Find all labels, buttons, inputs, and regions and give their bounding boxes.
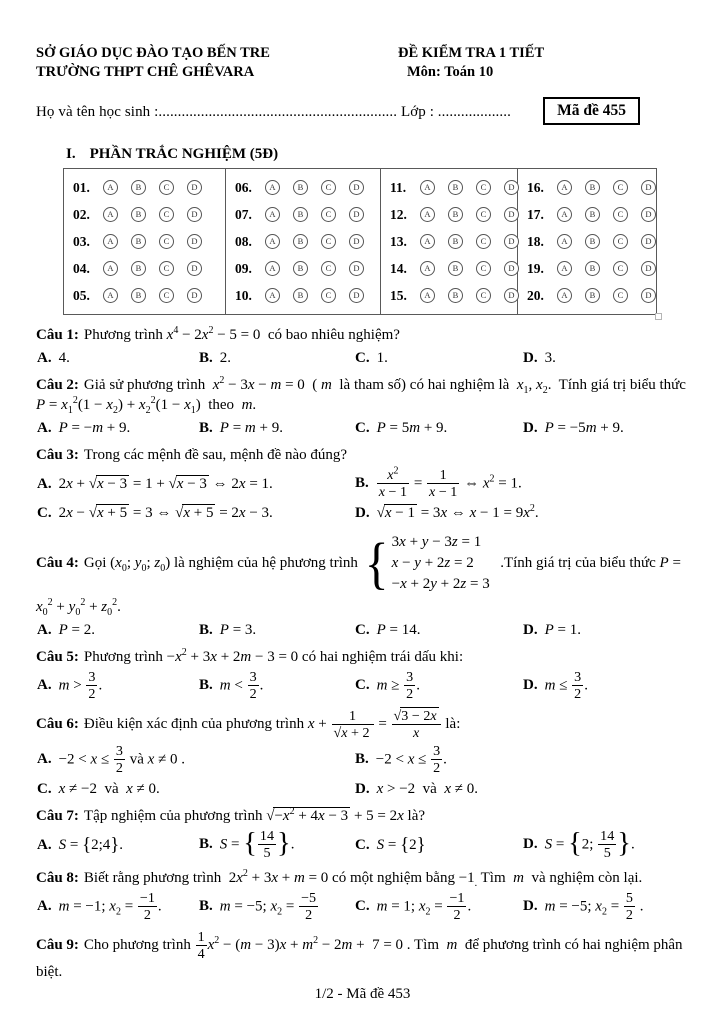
- question-text: Gọi ($x_0$; $y_0$; $z_0$) là nghiệm của hệ phương trình { 3x + y − 3z = 1 x − y + 2z = 2 −x + 2y + 2z = 3 .Tính giá trị của biểu thức $P = x_0^2 + y_0^2 + z_0^2$.: [36, 530, 681, 618]
- student-info-row: [36, 104, 690, 136]
- answer-bubble-19-C[interactable]: C: [613, 261, 628, 276]
- answer-bubble-11-B[interactable]: B: [448, 180, 463, 195]
- answer-bubble-05-A[interactable]: A: [103, 288, 118, 303]
- table-resize-handle[interactable]: [655, 313, 662, 320]
- answer-bubble-01-D[interactable]: D: [187, 180, 202, 195]
- option-1-D: D. 3.: [523, 350, 556, 366]
- answer-bubbles: [420, 234, 519, 249]
- question-label: Câu 4:: [36, 554, 79, 571]
- question-text: Biết rằng phương trình $2x^2 + 3x + m = 0$ có một nghiệm bằng $-1_.$ Tìm m và nghiệm còn lại.: [83, 868, 643, 889]
- question-label: Câu 3:: [36, 447, 79, 463]
- question-2: [36, 375, 690, 438]
- answer-bubble-08-C[interactable]: C: [321, 234, 336, 249]
- answer-bubble-08-D[interactable]: D: [349, 234, 364, 249]
- answer-bubbles: [265, 261, 364, 276]
- option-7-A: A. S = {2;4}.: [37, 834, 123, 856]
- answer-bubble-16-D[interactable]: D: [641, 180, 656, 195]
- answer-bubble-13-B[interactable]: B: [448, 234, 463, 249]
- answer-bubble-03-C[interactable]: C: [159, 234, 174, 249]
- option-2-D: D. P = −5m + 9.: [523, 420, 624, 436]
- page-header: [36, 44, 690, 84]
- section-label: PHẦN TRẮC NGHIỆM (5Đ): [89, 146, 279, 162]
- option-7-C: C. S = {2}: [355, 834, 426, 856]
- answer-bubbles: [103, 207, 202, 222]
- question-stem: [36, 930, 690, 982]
- answer-bubble-10-D[interactable]: D: [349, 288, 364, 303]
- question-options: [36, 348, 690, 368]
- answer-row-09: [226, 255, 380, 282]
- answer-bubble-01-C[interactable]: C: [159, 180, 174, 195]
- answer-bubbles: [557, 180, 656, 195]
- answer-bubble-15-A[interactable]: A: [420, 288, 435, 303]
- answer-bubble-12-A[interactable]: A: [420, 207, 435, 222]
- question-stem: [36, 868, 690, 888]
- answer-bubble-02-C[interactable]: C: [159, 207, 174, 222]
- answer-bubble-16-C[interactable]: C: [613, 180, 628, 195]
- question-9: [36, 930, 690, 982]
- answer-bubbles: [265, 180, 364, 195]
- answer-bubble-20-D[interactable]: D: [641, 288, 656, 303]
- answer-bubble-07-C[interactable]: C: [321, 207, 336, 222]
- answer-row-number: 08.: [234, 233, 252, 249]
- answer-bubble-15-C[interactable]: C: [476, 288, 491, 303]
- answer-row-01: [64, 174, 225, 201]
- answer-bubble-07-D[interactable]: D: [349, 207, 364, 222]
- answer-row-15: [381, 282, 517, 309]
- question-5: [36, 647, 690, 702]
- answer-bubble-12-D[interactable]: D: [504, 207, 519, 222]
- answer-row-number: 02.: [73, 206, 90, 222]
- question-text: Trong các mệnh đề sau, mệnh đề nào đúng?: [83, 447, 348, 463]
- answer-row-20: [518, 282, 656, 309]
- answer-bubble-20-C[interactable]: C: [613, 288, 628, 303]
- answer-row-16: [518, 174, 656, 201]
- answer-bubbles: [103, 180, 202, 195]
- answer-row-number: 12.: [390, 206, 407, 222]
- question-text: Điều kiện xác định của phương trình x + $\frac{1}{√x + 2}$ = $\frac{√3 - 2x}{x}$ là:: [83, 708, 461, 741]
- header-right: [398, 44, 544, 82]
- answer-bubble-18-B[interactable]: B: [585, 234, 600, 249]
- question-1: [36, 325, 690, 368]
- question-stem: [36, 530, 690, 617]
- answer-bubble-11-A[interactable]: A: [420, 180, 435, 195]
- question-label: Câu 1:: [36, 327, 79, 343]
- question-label: Câu 7:: [36, 808, 79, 824]
- answer-bubble-16-B[interactable]: B: [585, 180, 600, 195]
- answer-row-number: 07.: [234, 206, 252, 222]
- option-8-D: D. m = −5; $x_2$ = $\frac{5}{2}$ .: [523, 890, 644, 923]
- answer-bubbles: [557, 207, 656, 222]
- answer-row-19: [518, 255, 656, 282]
- answer-bubble-12-B[interactable]: B: [448, 207, 463, 222]
- answer-bubble-16-A[interactable]: A: [557, 180, 572, 195]
- question-7: [36, 806, 690, 861]
- question-options: [36, 829, 690, 861]
- answer-row-number: 17.: [527, 206, 544, 222]
- exam-title: ĐỀ KIỂM TRA 1 TIẾT: [398, 45, 545, 61]
- answer-grid: [63, 168, 657, 315]
- answer-bubble-06-B[interactable]: B: [293, 180, 308, 195]
- answer-row-number: 10.: [234, 287, 252, 303]
- subject-line: Môn: Toán 10: [407, 64, 494, 80]
- question-stem: [36, 709, 690, 741]
- answer-row-13: [381, 228, 517, 255]
- answer-sheet: [63, 168, 657, 315]
- answer-bubble-19-D[interactable]: D: [641, 261, 656, 276]
- page-footer: 1/2 - Mã đề 453: [314, 986, 411, 1002]
- question-6: [36, 709, 690, 799]
- answer-row-number: 01.: [73, 179, 90, 195]
- answer-row-07: [226, 201, 380, 228]
- answer-row-number: 03.: [73, 233, 90, 249]
- question-3: [36, 445, 690, 523]
- question-text: Tập nghiệm của phương trình $√-x^2 + 4x - 3 + 5 = 2x$ là?: [83, 806, 426, 824]
- answer-bubble-04-D[interactable]: D: [187, 261, 202, 276]
- answer-bubble-11-D[interactable]: D: [504, 180, 519, 195]
- question-options: [36, 744, 690, 799]
- answer-bubble-03-B[interactable]: B: [131, 234, 146, 249]
- answer-bubble-20-A[interactable]: A: [557, 288, 572, 303]
- answer-bubble-12-C[interactable]: C: [476, 207, 491, 222]
- question-stem: [36, 375, 690, 415]
- answer-bubble-09-C[interactable]: C: [321, 261, 336, 276]
- answer-row-number: 14.: [390, 260, 407, 276]
- question-label: Câu 5:: [36, 649, 79, 665]
- option-4-A: A. P = 2.: [37, 622, 95, 638]
- answer-bubble-14-A[interactable]: A: [420, 261, 435, 276]
- option-6-B: B. −2 < x ≤ $\frac{3}{2}$ .: [355, 743, 447, 776]
- answer-row-number: 18.: [527, 233, 544, 249]
- answer-bubble-19-A[interactable]: A: [557, 261, 572, 276]
- option-2-A: A. P = −m + 9.: [37, 420, 131, 436]
- answer-bubble-13-A[interactable]: A: [420, 234, 435, 249]
- answer-bubbles: [265, 288, 364, 303]
- answer-bubbles: [420, 288, 519, 303]
- answer-row-number: 19.: [527, 260, 544, 276]
- question-options: [36, 670, 690, 702]
- answer-bubble-15-D[interactable]: D: [504, 288, 519, 303]
- answer-bubble-05-D[interactable]: D: [187, 288, 202, 303]
- answer-bubble-08-A[interactable]: A: [265, 234, 280, 249]
- question-options: [36, 418, 690, 438]
- answer-bubble-01-A[interactable]: A: [103, 180, 118, 195]
- question-stem: [36, 445, 690, 465]
- answer-bubble-06-D[interactable]: D: [349, 180, 364, 195]
- answer-row-number: 09.: [234, 260, 252, 276]
- answer-row-number: 15.: [390, 287, 407, 303]
- answer-bubble-13-D[interactable]: D: [504, 234, 519, 249]
- answer-bubble-09-D[interactable]: D: [349, 261, 364, 276]
- question-label: Câu 2:: [36, 377, 79, 393]
- answer-bubble-18-C[interactable]: C: [613, 234, 628, 249]
- option-3-D: D. √x − 1 = 3x ⇔ $x - 1 = 9x^2$.: [355, 503, 539, 521]
- option-4-C: C. P = 14.: [355, 622, 421, 638]
- question-8: [36, 868, 690, 923]
- answer-bubble-14-C[interactable]: C: [476, 261, 491, 276]
- answer-bubble-18-A[interactable]: A: [557, 234, 572, 249]
- option-8-C: C. m = 1; $x_2$ = $\frac{-1}{2}$ .: [355, 890, 472, 923]
- answer-row-18: [518, 228, 656, 255]
- answer-bubbles: [103, 234, 202, 249]
- department-name: SỞ GIÁO DỤC ĐÀO TẠO BẾN TRE: [36, 45, 270, 61]
- question-stem: [36, 325, 690, 345]
- question-text: Cho phương trình $\frac{1}{4}$ $x^2 - (m - 3)x + m^2 - 2m + 7 = 0$ . Tìm m để phương trình có hai nghiệm phân biệt.: [36, 929, 683, 980]
- option-5-C: C. m ≥ $\frac{3}{2}$ .: [355, 669, 420, 702]
- question-4: [36, 530, 690, 640]
- answer-bubble-10-A[interactable]: A: [265, 288, 280, 303]
- answer-bubbles: [557, 261, 656, 276]
- answer-bubble-04-B[interactable]: B: [131, 261, 146, 276]
- option-6-A: A. −2 < x ≤ $\frac{3}{2}$ và x ≠ 0 .: [37, 743, 186, 776]
- answer-row-14: [381, 255, 517, 282]
- section-title: [36, 146, 690, 163]
- option-4-D: D. P = 1.: [523, 622, 581, 638]
- answer-bubble-18-D[interactable]: D: [641, 234, 656, 249]
- option-7-D: D. S = {2; $\frac{14}{5}$ }.: [523, 827, 635, 861]
- answer-row-05: [64, 282, 225, 309]
- answer-row-12: [381, 201, 517, 228]
- question-text: Phương trình $-x^2 + 3x + 2m - 3 = 0$ có hai nghiệm trái dấu khi:: [83, 647, 464, 665]
- answer-bubble-10-B[interactable]: B: [293, 288, 308, 303]
- answer-bubble-17-C[interactable]: C: [613, 207, 628, 222]
- option-5-B: B. m < $\frac{3}{2}$ .: [199, 669, 264, 702]
- answer-bubble-17-D[interactable]: D: [641, 207, 656, 222]
- answer-bubble-09-A[interactable]: A: [265, 261, 280, 276]
- answer-row-11: [381, 174, 517, 201]
- answer-bubble-04-C[interactable]: C: [159, 261, 174, 276]
- question-stem: [36, 806, 690, 826]
- answer-bubble-02-A[interactable]: A: [103, 207, 118, 222]
- answer-row-04: [64, 255, 225, 282]
- answer-row-10: [226, 282, 380, 309]
- question-text: Phương trình $x^4 - 2x^2 - 5 = 0$ có bao nhiêu nghiệm?: [83, 325, 400, 343]
- answer-bubble-03-D[interactable]: D: [187, 234, 202, 249]
- header-left: [36, 44, 690, 82]
- answer-bubble-17-B[interactable]: B: [585, 207, 600, 222]
- option-5-D: D. m ≤ $\frac{3}{2}$ .: [523, 669, 588, 702]
- answer-bubble-09-B[interactable]: B: [293, 261, 308, 276]
- answer-bubbles: [420, 261, 519, 276]
- answer-row-number: 04.: [73, 260, 90, 276]
- answer-bubble-17-A[interactable]: A: [557, 207, 572, 222]
- student-name-line: Họ và tên học sinh :.............................................................. Lớp : ...................: [36, 104, 511, 120]
- option-5-A: A. m > $\frac{3}{2}$ .: [37, 669, 103, 702]
- answer-bubble-13-C[interactable]: C: [476, 234, 491, 249]
- answer-bubbles: [103, 288, 202, 303]
- answer-row-number: 13.: [390, 233, 407, 249]
- option-1-C: C. 1.: [355, 350, 388, 366]
- answer-bubble-19-B[interactable]: B: [585, 261, 600, 276]
- option-4-B: B. P = 3.: [199, 622, 257, 638]
- question-options: [36, 891, 690, 923]
- answer-bubble-14-D[interactable]: D: [504, 261, 519, 276]
- section-number: I.: [66, 146, 76, 162]
- answer-row-number: 16.: [527, 179, 544, 195]
- school-name: TRƯỜNG THPT CHÊ GHÊVARA: [36, 64, 255, 80]
- answer-bubble-04-A[interactable]: A: [103, 261, 118, 276]
- answer-bubble-05-B[interactable]: B: [131, 288, 146, 303]
- answer-row-17: [518, 201, 656, 228]
- option-8-A: A. m = −1; $x_2$ = $\frac{-1}{2}$ .: [37, 890, 162, 923]
- option-1-A: A. 4.: [37, 350, 70, 366]
- answer-bubbles: [557, 234, 656, 249]
- option-2-C: C. P = 5m + 9.: [355, 420, 448, 436]
- answer-bubble-11-C[interactable]: C: [476, 180, 491, 195]
- answer-row-06: [226, 174, 380, 201]
- answer-bubbles: [420, 207, 519, 222]
- question-stem: [36, 647, 690, 667]
- option-6-C: C. x ≠ −2 và x ≠ 0.: [37, 781, 160, 797]
- answer-bubble-10-C[interactable]: C: [321, 288, 336, 303]
- answer-bubble-06-A[interactable]: A: [265, 180, 280, 195]
- answer-bubbles: [265, 234, 364, 249]
- answer-row-number: 11.: [390, 179, 407, 195]
- option-3-C: C. 2x − √x + 5 = 3 ⇔ √x + 5 = 2x − 3.: [37, 505, 273, 521]
- answer-row-03: [64, 228, 225, 255]
- answer-bubble-06-C[interactable]: C: [321, 180, 336, 195]
- answer-bubble-03-A[interactable]: A: [103, 234, 118, 249]
- option-7-B: B. S = { $\frac{14}{5}$ }.: [199, 827, 295, 861]
- question-label: Câu 9:: [36, 937, 79, 954]
- answer-bubble-14-B[interactable]: B: [448, 261, 463, 276]
- answer-row-number: 05.: [73, 287, 90, 303]
- answer-bubble-02-D[interactable]: D: [187, 207, 202, 222]
- answer-bubbles: [557, 288, 656, 303]
- answer-grid-column-3: [381, 169, 518, 314]
- answer-bubbles: [265, 207, 364, 222]
- answer-bubble-05-C[interactable]: C: [159, 288, 174, 303]
- answer-bubble-07-B[interactable]: B: [293, 207, 308, 222]
- answer-row-02: [64, 201, 225, 228]
- exam-code-box: Mã đề 455: [543, 97, 640, 125]
- option-1-B: B. 2.: [199, 350, 232, 366]
- question-options: [36, 620, 690, 640]
- answer-bubbles: [420, 180, 519, 195]
- question-label: Câu 6:: [36, 716, 79, 733]
- answer-grid-column-2: [226, 169, 381, 314]
- answer-bubble-07-A[interactable]: A: [265, 207, 280, 222]
- answer-row-number: 20.: [527, 287, 544, 303]
- question-options: [36, 465, 690, 523]
- option-3-A: A. 2x + √x − 3 = 1 + √x − 3 ⇔ 2x = 1.: [37, 476, 273, 492]
- answer-row-08: [226, 228, 380, 255]
- questions: [36, 325, 690, 982]
- question-text: Giả sử phương trình $x^2 - 3x - m = 0$ ( m là tham số) có hai nghiệm là $x_1$, $x_2$. Tính giá trị biểu thức $P = x_1^2(1 - x_2) + x_2^2(1 - x_1)$ theo m.: [36, 375, 690, 416]
- answer-bubble-01-B[interactable]: B: [131, 180, 146, 195]
- answer-bubbles: [103, 261, 202, 276]
- answer-row-number: 06.: [234, 179, 252, 195]
- option-3-B: B. $\frac{x^2}{x - 1}$ = $\frac{1}{x - 1}$ ⇔ $x^2 = 1$.: [355, 465, 522, 500]
- answer-bubble-20-B[interactable]: B: [585, 288, 600, 303]
- answer-bubble-02-B[interactable]: B: [131, 207, 146, 222]
- answer-bubble-15-B[interactable]: B: [448, 288, 463, 303]
- answer-bubble-08-B[interactable]: B: [293, 234, 308, 249]
- question-label: Câu 8:: [36, 870, 79, 886]
- option-2-B: B. P = m + 9.: [199, 420, 283, 436]
- option-8-B: B. m = −5; $x_2$ = $\frac{-5}{2}$: [199, 890, 317, 923]
- option-6-D: D. x > −2 và x ≠ 0.: [355, 781, 478, 797]
- answer-grid-column-4: [518, 169, 656, 314]
- answer-grid-column-1: [64, 169, 226, 314]
